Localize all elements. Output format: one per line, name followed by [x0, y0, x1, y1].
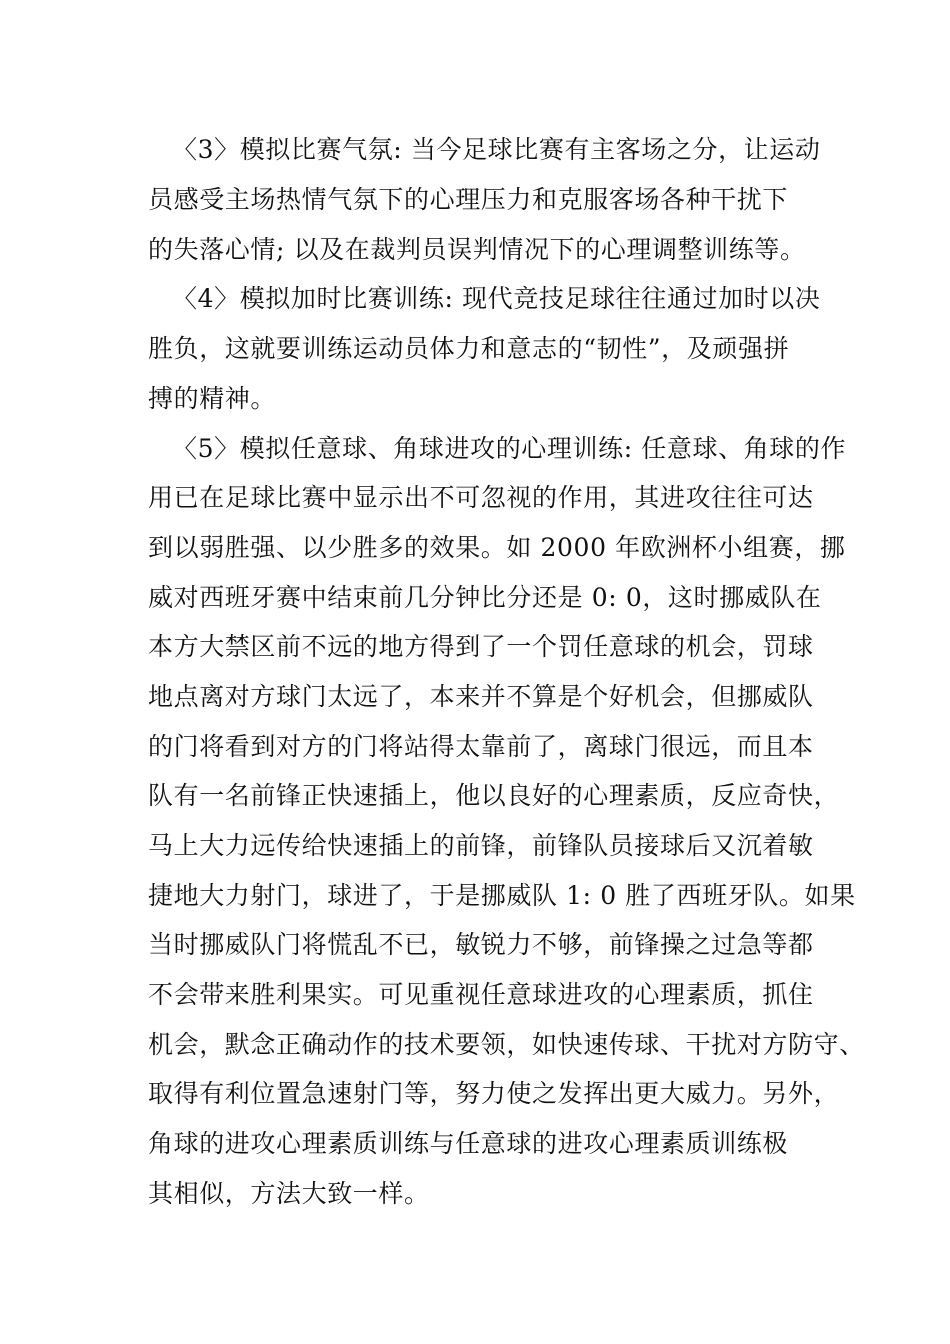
paragraph-4-line-2: 胜负，这就要训练运动员体力和意志的“韧性”，及顽强拼: [148, 334, 790, 363]
paragraph-5-line-6: 地点离对方球门太远了，本来并不算是个好机会，但挪威队: [148, 682, 814, 711]
paragraph-3-line-2: 员感受主场热情气氛下的心理压力和克服客场各种干扰下: [148, 185, 789, 214]
paragraph-5-line-14: 取得有利位置急速射门等，努力使之发挥出更大威力。另外，: [148, 1079, 840, 1108]
paragraph-5-line-15: 角球的进攻心理素质训练与任意球的进攻心理素质训练极: [148, 1129, 789, 1158]
paragraph-5-line-13: 机会，默念正确动作的技术要领，如快速传球、干扰对方防守、: [148, 1030, 865, 1059]
paragraph-5-line-3: 到以弱胜强、以少胜多的效果。如 2000 年欧洲杯小组赛，挪: [148, 533, 846, 562]
paragraph-5-line-1: 〈5〉模拟任意球、角球进攻的心理训练: 任意球、角球的作: [172, 434, 847, 463]
paragraph-5-line-16: 其相似，方法大致一样。: [148, 1179, 430, 1208]
paragraph-3-line-3: 的失落心情; 以及在裁判员误判情况下的心理调整训练等。: [148, 235, 806, 264]
paragraph-5-line-11: 当时挪威队门将慌乱不已，敏锐力不够，前锋操之过急等都: [148, 930, 814, 959]
paragraph-5-line-5: 本方大禁区前不远的地方得到了一个罚任意球的机会，罚球: [148, 632, 814, 661]
paragraph-4-line-1: 〈4〉模拟加时比赛训练: 现代竞技足球往往通过加时以决: [172, 284, 821, 313]
paragraph-5-line-8: 队有一名前锋正快速插上，他以良好的心理素质，反应奇快，: [148, 781, 840, 810]
paragraph-5-line-4: 威对西班牙赛中结束前几分钟比分还是 0: 0，这时挪威队在: [148, 583, 822, 612]
paragraph-5-line-10: 捷地大力射门，球进了，于是挪威队 1: 0 胜了西班牙队。如果: [148, 881, 856, 910]
paragraph-5-line-12: 不会带来胜利果实。可见重视任意球进攻的心理素质，抓住: [148, 980, 814, 1009]
paragraph-3-line-1: 〈3〉模拟比赛气氛: 当今足球比赛有主客场之分，让运动: [172, 135, 821, 164]
paragraph-5-line-2: 用已在足球比赛中显示出不可忽视的作用，其进攻往往可达: [148, 483, 814, 512]
paragraph-5-line-7: 的门将看到对方的门将站得太靠前了，离球门很远，而且本: [148, 732, 814, 761]
paragraph-5-line-9: 马上大力远传给快速插上的前锋，前锋队员接球后又沉着敏: [148, 831, 814, 860]
paragraph-4-line-3: 搏的精神。: [148, 384, 277, 413]
